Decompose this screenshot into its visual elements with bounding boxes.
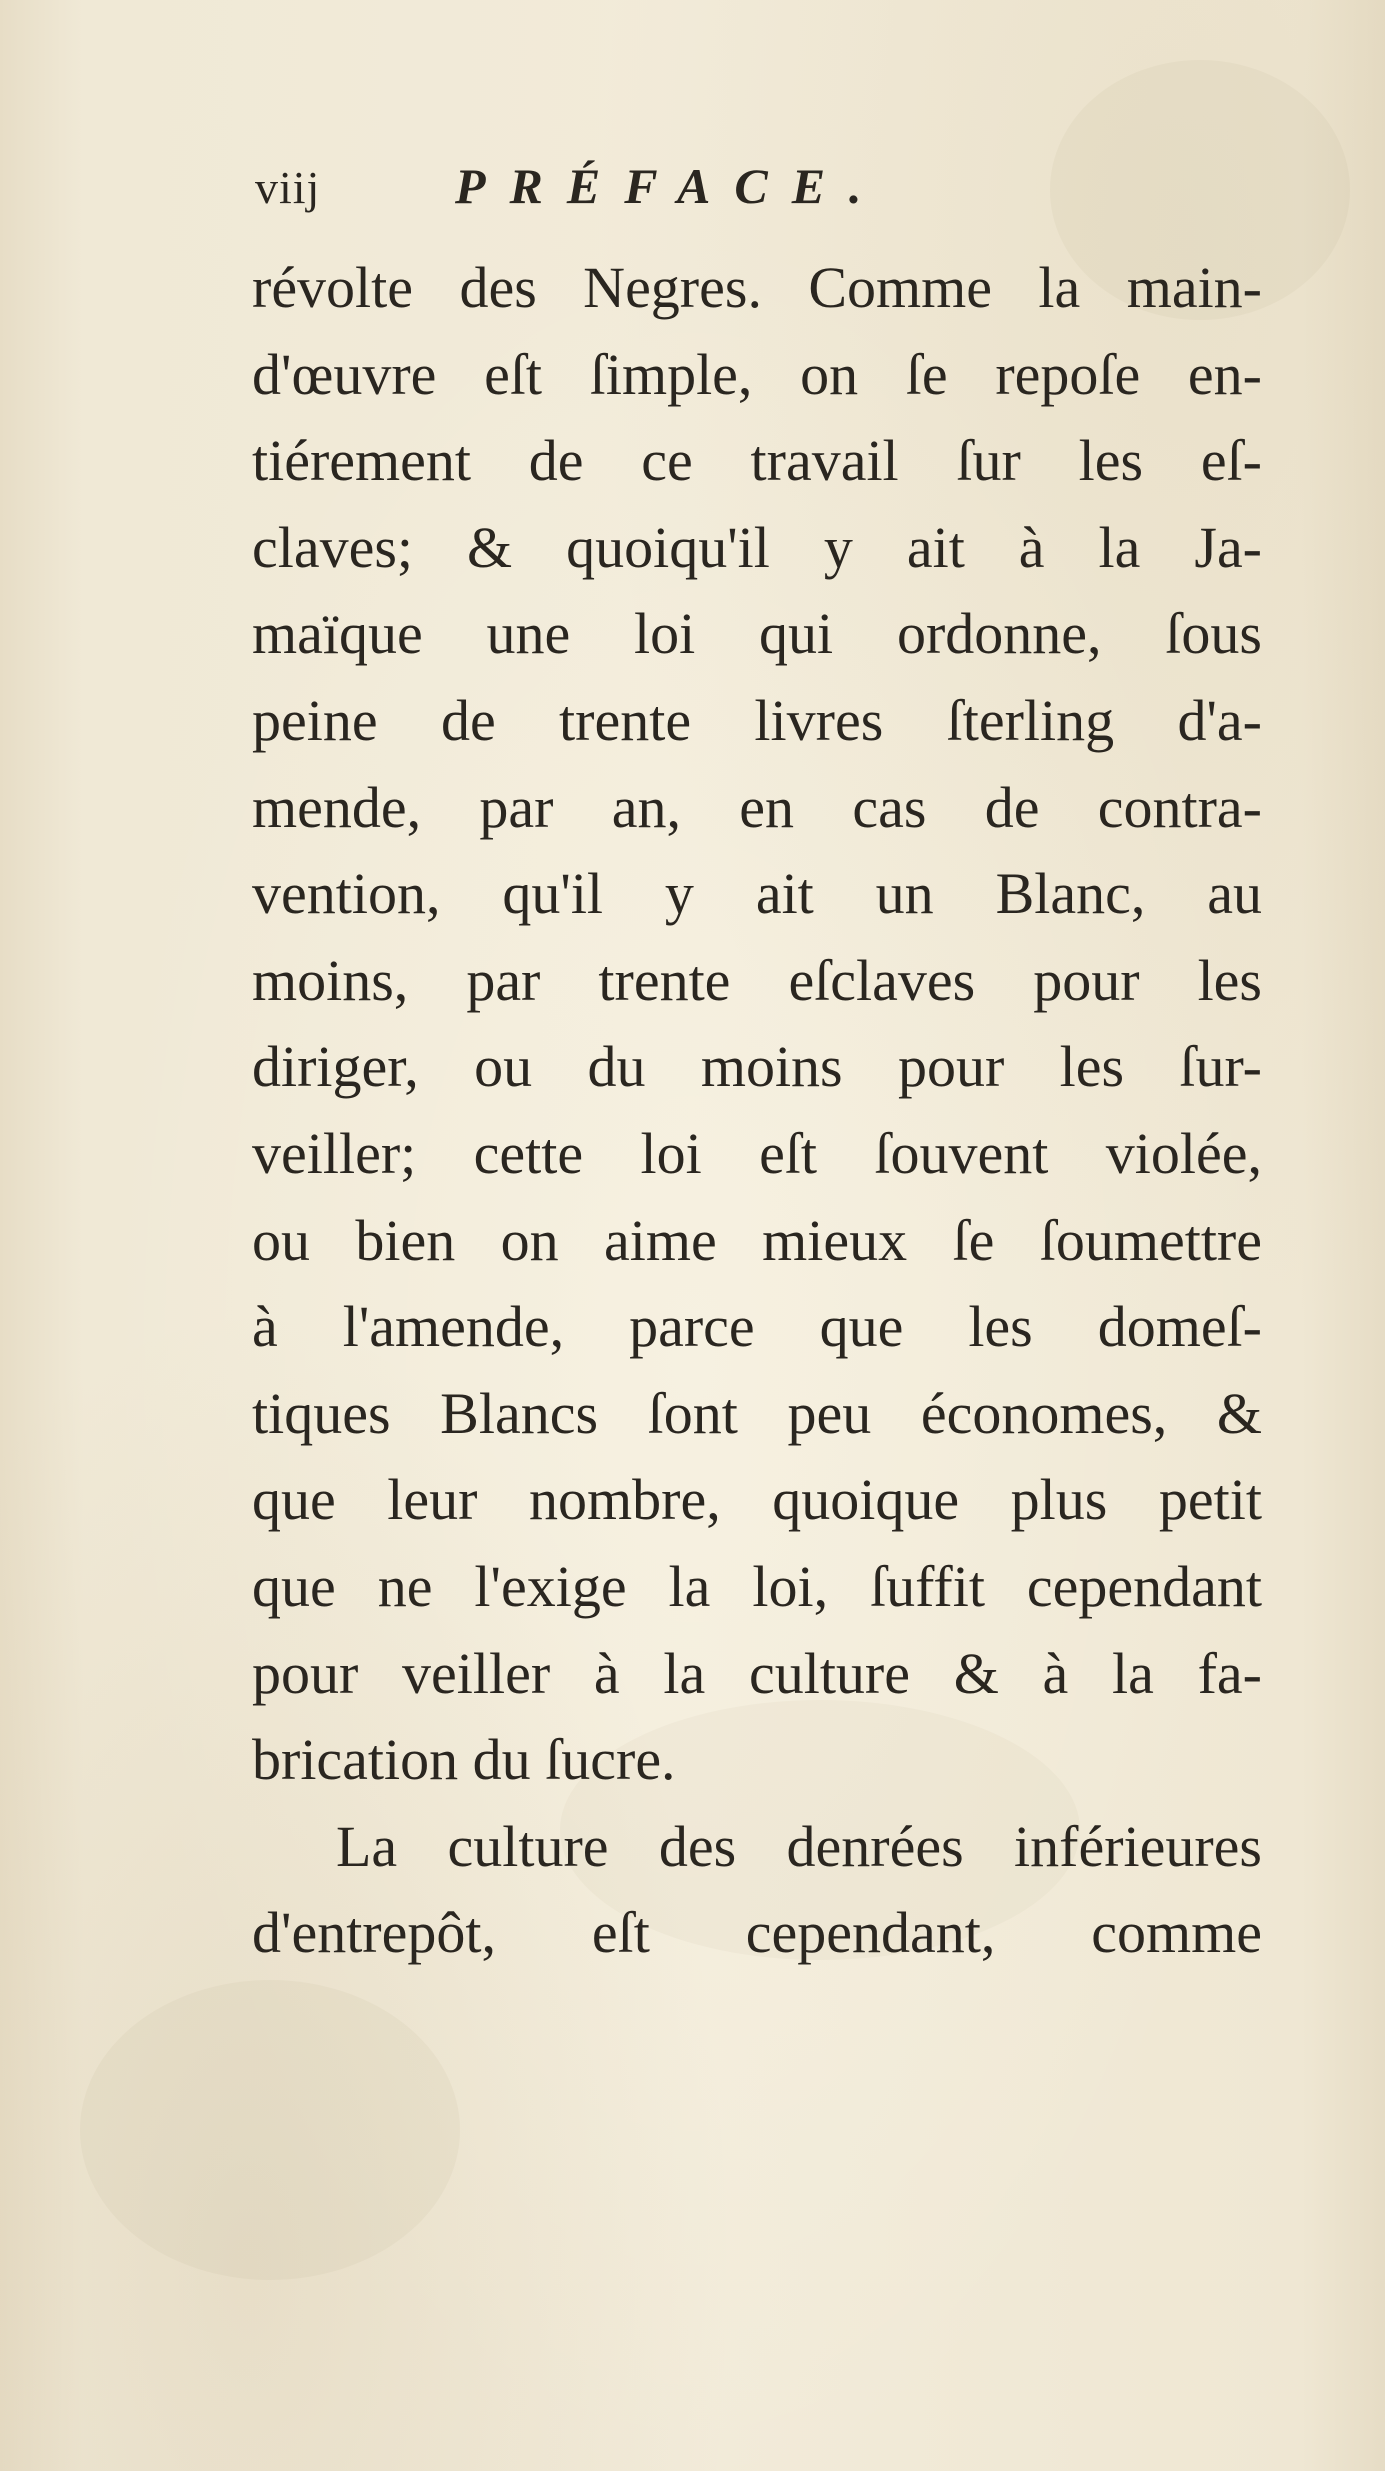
text-line: veiller; cette loi eſt ſouvent violée, — [252, 1120, 1262, 1186]
text-line: maïque une loi qui ordonne, ſous — [252, 601, 1262, 667]
text-line: peine de trente livres ſterling d'a- — [252, 687, 1262, 753]
text-line: pour veiller à la culture & à la fa- — [252, 1640, 1262, 1706]
text-line: d'œuvre eſt ſimple, on ſe repoſe en- — [252, 341, 1262, 407]
text-line: que ne l'exige la loi, ſuffit cependant — [252, 1553, 1262, 1619]
page-header — [255, 150, 1255, 220]
text-line: mende, par an, en cas de contra- — [252, 774, 1262, 840]
text-line: vention, qu'il y ait un Blanc, au — [252, 861, 1262, 927]
paper-stain — [80, 1980, 460, 2280]
text-line-paragraph-end: brication du ſucre. — [252, 1727, 676, 1793]
text-line: diriger, ou du moins pour les ſur- — [252, 1034, 1262, 1100]
text-line: tiques Blancs ſont peu économes, & — [252, 1380, 1262, 1446]
text-line-paragraph-start: La culture des denrées inférieures — [336, 1813, 1262, 1879]
text-line: d'entrepôt, eſt cependant, comme — [252, 1900, 1262, 1966]
page-number: viij — [255, 162, 321, 213]
text-line: à l'amende, parce que les domeſ- — [252, 1294, 1262, 1360]
text-line: moins, par trente eſclaves pour les — [252, 947, 1262, 1013]
running-title: PRÉFACE. — [455, 158, 886, 214]
text-line: que leur nombre, quoique plus petit — [252, 1467, 1262, 1533]
text-line: claves; & quoiqu'il y ait à la Ja- — [252, 514, 1262, 580]
body-text — [252, 245, 1262, 1977]
text-line: révolte des Negres. Comme la main- — [252, 255, 1262, 320]
text-line: ou bien on aime mieux ſe ſoumettre — [252, 1207, 1262, 1273]
text-line: tiérement de ce travail ſur les eſ- — [252, 428, 1262, 494]
